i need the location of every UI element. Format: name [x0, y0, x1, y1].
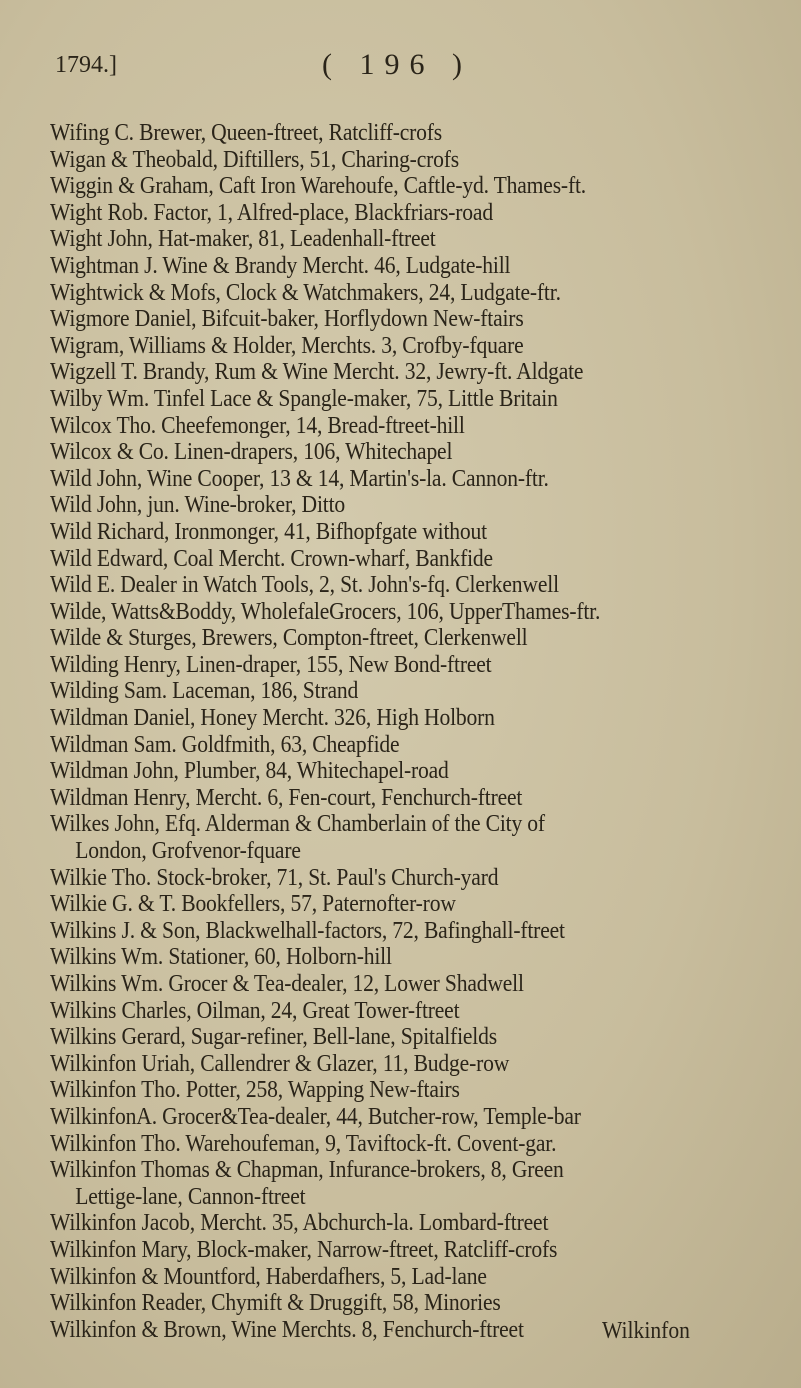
- directory-entry: Wigzell T. Brandy, Rum & Wine Mercht. 32, Jewry-ft. Aldgate: [50, 359, 584, 386]
- directory-entry: Wightwick & Mofs, Clock & Watchmakers, 24, Ludgate-ftr.: [50, 279, 561, 306]
- directory-entry: WilkinfonA. Grocer&Tea-dealer, 44, Butcher-row, Temple-bar: [50, 1103, 581, 1130]
- directory-entry: Wild John, jun. Wine-broker, Ditto: [50, 492, 346, 519]
- directory-entry: Wigram, Williams & Holder, Merchts. 3, Crofby-fquare: [50, 332, 524, 359]
- year-label: 1794.]: [55, 52, 117, 78]
- directory-entry: Wild Edward, Coal Mercht. Crown-wharf, Bankfide: [50, 545, 493, 572]
- directory-entry: Wilkinfon Jacob, Mercht. 35, Abchurch-la. Lombard-ftreet: [50, 1210, 549, 1237]
- page-header: [0, 46, 801, 86]
- directory-entry: Wight John, Hat-maker, 81, Leadenhall-ftreet: [50, 226, 436, 253]
- directory-entry: Wilde, Watts&Boddy, WholefaleGrocers, 106, UpperThames-ftr.: [50, 598, 601, 625]
- directory-entry: Wilcox & Co. Linen-drapers, 106, Whitechapel: [50, 439, 453, 466]
- directory-entry: Wilding Sam. Laceman, 186, Strand: [50, 678, 359, 705]
- directory-entry: Wildman Henry, Mercht. 6, Fen-court, Fenchurch-ftreet: [50, 784, 523, 811]
- directory-entry: Wilkinfon & Brown, Wine Merchts. 8, Fenchurch-ftreet: [50, 1316, 524, 1343]
- directory-entry: Wilcox Tho. Cheefemonger, 14, Bread-ftreet-hill: [50, 412, 465, 439]
- directory-entry: Wilkie G. & T. Bookfellers, 57, Paternofter-row: [50, 891, 456, 918]
- directory-entry: Wildman Daniel, Honey Mercht. 326, High Holborn: [50, 705, 495, 732]
- directory-entry: Wilkinfon & Mountford, Haberdafhers, 5, Lad-lane: [50, 1263, 487, 1290]
- directory-entry: Wildman Sam. Goldfmith, 63, Cheapfide: [50, 731, 400, 758]
- directory-entry: Wilkinfon Uriah, Callendrer & Glazer, 11, Budge-row: [50, 1050, 510, 1077]
- directory-entry: Wilkinfon Tho. Potter, 258, Wapping New-ftairs: [50, 1077, 460, 1104]
- directory-entry: Wilkins J. & Son, Blackwelhall-factors, 72, Bafinghall-ftreet: [50, 917, 565, 944]
- directory-entry: Wilkinfon Reader, Chymift & Druggift, 58, Minories: [50, 1290, 501, 1317]
- directory-entry: Wight Rob. Factor, 1, Alfred-place, Blackfriars-road: [50, 199, 493, 226]
- directory-entry: Wilkins Gerard, Sugar-refiner, Bell-lane, Spitalfields: [50, 1024, 497, 1051]
- directory-entry: Wilding Henry, Linen-draper, 155, New Bond-ftreet: [50, 651, 492, 678]
- directory-entry: Wilkins Wm. Grocer & Tea-dealer, 12, Lower Shadwell: [50, 971, 524, 997]
- directory-entry: Wifing C. Brewer, Queen-ftreet, Ratcliff-crofs: [50, 120, 443, 146]
- directory-entry: Wilde & Sturges, Brewers, Compton-ftreet, Clerkenwell: [50, 625, 528, 652]
- directory-entry: Wild John, Wine Cooper, 13 & 14, Martin's-la. Cannon-ftr.: [50, 465, 549, 492]
- directory-entry: Wilkie Tho. Stock-broker, 71, St. Paul's Church-yard: [50, 864, 499, 891]
- directory-entry: Wigan & Theobald, Diftillers, 51, Charing-crofs: [50, 146, 459, 173]
- page-number: ( 196 ): [322, 48, 472, 81]
- directory-entry: London, Grofvenor-fquare: [75, 838, 301, 865]
- directory-entry: Wildman John, Plumber, 84, Whitechapel-road: [50, 758, 449, 785]
- directory-entry: Lettige-lane, Cannon-ftreet: [75, 1183, 306, 1210]
- directory-entry: Wilkinfon Tho. Warehoufeman, 9, Taviftock-ft. Covent-gar.: [50, 1130, 557, 1157]
- directory-entry: Wilkins Charles, Oilman, 24, Great Tower-ftreet: [50, 997, 460, 1024]
- directory-entry: Wilby Wm. Tinfel Lace & Spangle-maker, 75, Little Britain: [50, 385, 558, 412]
- directory-entry: Wild Richard, Ironmonger, 41, Bifhopfgate without: [50, 518, 487, 545]
- directory-entry: Wilkinfon Thomas & Chapman, Infurance-brokers, 8, Green: [50, 1157, 564, 1184]
- catchword: Wilkinfon: [602, 1318, 690, 1344]
- directory-entry: Wiggin & Graham, Caft Iron Warehoufe, Caftle-yd. Thames-ft.: [50, 173, 587, 200]
- directory-entries: [50, 120, 770, 1343]
- directory-entry: Wilkinfon Mary, Block-maker, Narrow-ftreet, Ratcliff-crofs: [50, 1236, 558, 1263]
- directory-entry: Wild E. Dealer in Watch Tools, 2, St. John's-fq. Clerkenwell: [50, 572, 559, 599]
- directory-entry: Wightman J. Wine & Brandy Mercht. 46, Ludgate-hill: [50, 252, 511, 279]
- directory-entry: Wilkes John, Efq. Alderman & Chamberlain of the City of: [50, 811, 545, 838]
- directory-entry: Wilkins Wm. Stationer, 60, Holborn-hill: [50, 944, 392, 971]
- directory-entry: Wigmore Daniel, Bifcuit-baker, Horflydown New-ftairs: [50, 306, 524, 333]
